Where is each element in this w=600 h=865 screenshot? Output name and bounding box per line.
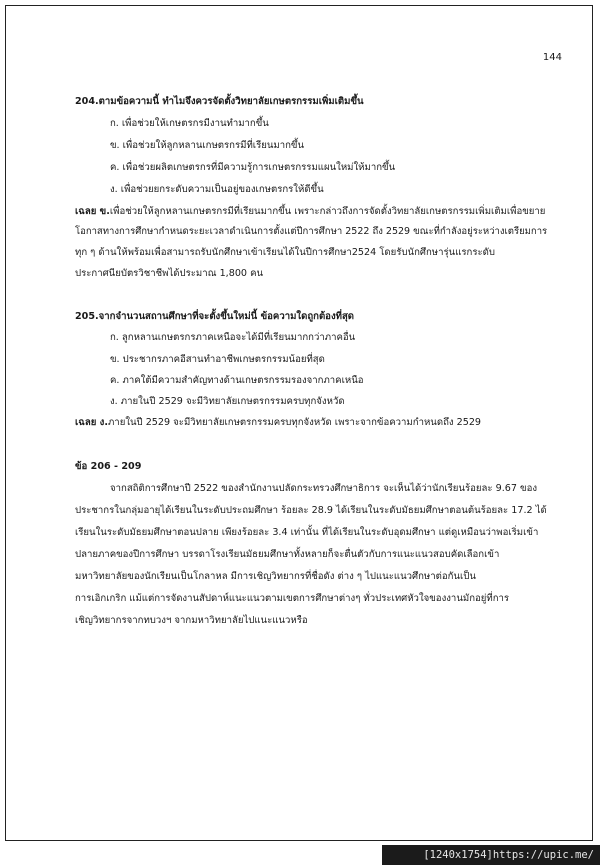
answer-205 (75, 416, 481, 429)
choice-205-c: ค. ภาคใต้มีความสำคัญทางด้านเกษตรกรรมรองจากภาคเหนือ (110, 375, 364, 386)
passage-line-6: การเอิกเกริก แม้แต่การจัดงานสัปดาห์แนะแนวตามเขตการศึกษาต่างๆ ทั่วประเทศหัวใจของงานมักอยู่ที่การ (75, 593, 510, 604)
answer-204-line-4: ประกาศนียบัตรวิชาชีพได้ประมาณ 1,800 คน (75, 268, 264, 279)
answer-204-line-2: โอกาสทางการศึกษากำหนดระยะเวลาดำเนินการตั้งแต่ปีการศึกษา 2522 ถึง 2529 ขณะที่กำลังอยู่ระหว่างเตรียมการ (75, 226, 548, 237)
choice-204-d: ง. เพื่อช่วยยกระดับความเป็นอยู่ของเกษตรกรให้ดีขึ้น (110, 184, 324, 195)
answer-204-text: เพื่อช่วยให้ลูกหลานเกษตรกรมีที่เรียนมากขึ้น เพราะกล่าวถึงการจัดตั้งวิทยาลัยเกษตรกรรมเพิ่มเติมเพื่อขยาย (109, 206, 546, 217)
passage-line-4: ปลายภาคของปีการศึกษา บรรดาโรงเรียนมัธยมศึกษาทั้งหลายก็จะตื่นตัวกับการแนะแนวสอบคัดเลือกเข้า (75, 549, 500, 560)
choice-204-a: ก. เพื่อช่วยให้เกษตรกรมีงานทำมากขึ้น (110, 118, 269, 129)
page-number: 144 (542, 52, 562, 63)
passage-line-1: จากสถิติการศึกษาปี 2522 ของสำนักงานปลัดกระทรวงศึกษาธิการ จะเห็นได้ว่านักเรียนร้อยละ 9.67 ของ (110, 483, 538, 494)
passage-line-2: ประชากรในกลุ่มอายุได้เรียนในระดับประถมศึกษา ร้อยละ 28.9 ได้เรียนในระดับมัธยมศึกษาตอนต้นร้อยละ 17.2 ได้ (75, 505, 547, 516)
passage-line-3: เรียนในระดับมัธยมศึกษาตอนปลาย เพียงร้อยละ 3.4 เท่านั้น ที่ได้เรียนในระดับอุดมศึกษา แต่ดูเหมือนว่าพอเริ่มเข้า (75, 527, 539, 538)
section-heading: ข้อ 206 - 209 (75, 461, 142, 472)
answer-205-label: เฉลย ง. (75, 417, 108, 428)
answer-204-line-3: ทุก ๆ ด้านให้พร้อมเพื่อสามารถรับนักศึกษาเข้าเรียนได้ในปีการศึกษา2524 โดยรับนักศึกษารุ่นแรกระดับ (75, 247, 495, 258)
choice-204-c: ค. เพื่อช่วยผลิตเกษตรกรที่มีความรู้การเกษตรกรรมแผนใหม่ให้มากขึ้น (110, 162, 396, 173)
answer-205-text: ภายในปี 2529 จะมีวิทยาลัยเกษตรกรรมครบทุกจังหวัด เพราะจากข้อความกำหนดถึง 2529 (107, 417, 482, 428)
passage-line-5: มหาวิทยาลัยของนักเรียนเป็นโกลาหล มีการเชิญวิทยากรที่ชื่อดัง ต่าง ๆ ไปแนะแนวศึกษาต่อกันเป็น (75, 571, 476, 582)
choice-204-b: ข. เพื่อช่วยให้ลูกหลานเกษตรกรมีที่เรียนมากขึ้น (110, 140, 305, 151)
choice-205-a: ก. ลูกหลานเกษตรกรภาคเหนือจะได้มีที่เรียนมากกว่าภาคอื่น (110, 332, 356, 343)
answer-204-label: เฉลย ข. (75, 206, 110, 217)
passage-line-7: เชิญวิทยากรจากทบวงฯ จากมหาวิทยาลัยไปแนะแนวหรือ (75, 615, 308, 626)
image-source-watermark: [1240x1754]https://upic.me/ (382, 845, 600, 865)
answer-204-line-1 (75, 205, 545, 218)
question-204: 204.ตามข้อความนี้ ทำไมจึงควรจัดตั้งวิทยาลัยเกษตรกรรมเพิ่มเติมขึ้น (75, 96, 364, 107)
question-205: 205.จากจำนวนสถานศึกษาที่จะตั้งขึ้นใหม่นี้ ข้อความใดถูกต้องที่สุด (75, 311, 355, 322)
choice-205-b: ข. ประชากรภาคอีสานทำอาชีพเกษตรกรรมน้อยที่สุด (110, 354, 325, 365)
choice-205-d: ง. ภายในปี 2529 จะมีวิทยาลัยเกษตรกรรมครบทุกจังหวัด (110, 396, 345, 407)
